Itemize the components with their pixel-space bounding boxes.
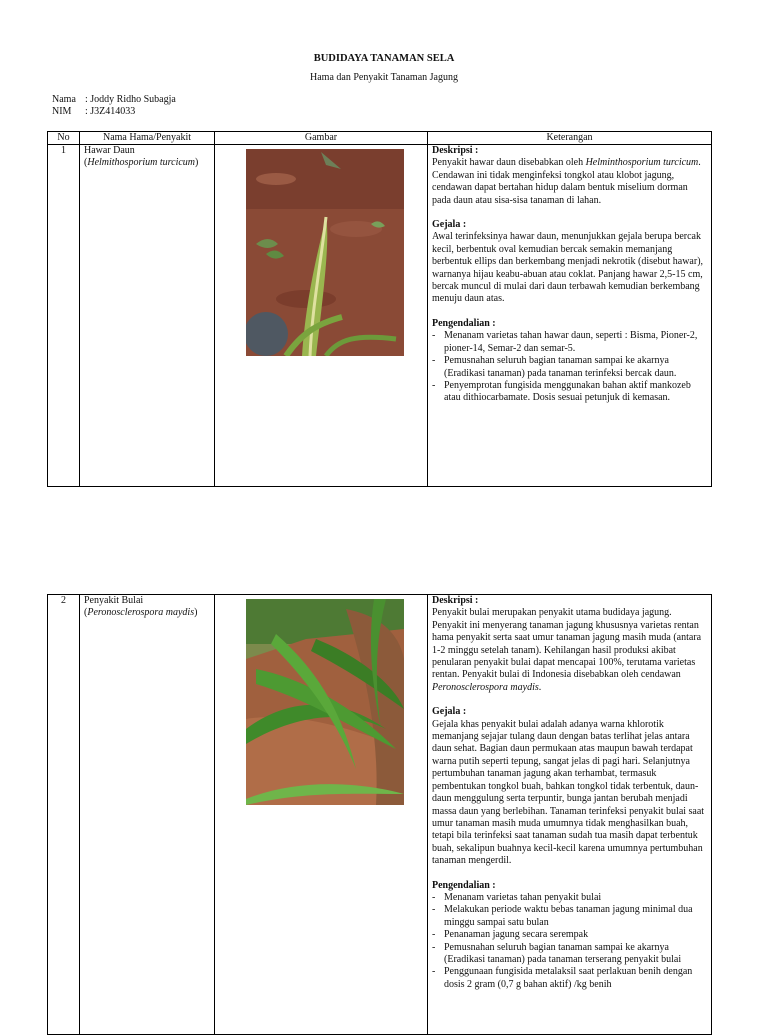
pest-name-cell xyxy=(80,595,215,1035)
gejala-heading: Gejala : xyxy=(432,706,467,718)
pest-name: Penyakit Bulai xyxy=(84,595,144,606)
student-info xyxy=(52,94,176,119)
disease-table-2 xyxy=(47,594,712,1035)
page-title: BUDIDAYA TANAMAN SELA xyxy=(313,53,455,64)
deskripsi-heading: Deskripsi : xyxy=(432,595,479,606)
gejala-text: Awal terinfeksinya hawar daun, menunjukkan gejala berupa bercak kecil, berbentuk oval kemudian bercak semakin memanjang berbentuk ellips dan berkembang menjadi nekrotik (disebut hawar), warnanya hijau keabu-abuan atau coklat. Panjang hawar 2,5-15 cm, bercak muncul di mulai dari daun terbawah kemudian berkembang menuju daun atas. xyxy=(432,231,704,305)
header-ket: Keterangan xyxy=(428,132,712,145)
deskripsi-text: Penyakit hawar daun disebabkan oleh Helminthosporium turcicum. Cendawan ini tidak menginfeksi tongkol atau klobot jagung, cendawan dapat bertahan hidup dalam bentuk miselium dorman pada daun atau sisa-sisa tanaman di lahan. xyxy=(432,157,701,206)
deskripsi-heading: Deskripsi : xyxy=(432,145,479,156)
list-item: - Penyemprotan fungisida menggunakan bahan aktif mankozeb atau dithiocarbamate. Dosis sesuai petunjuk di kemasan. xyxy=(432,380,707,405)
table-header-row xyxy=(48,132,712,145)
nim-label: NIM xyxy=(52,106,72,118)
gejala-text: Gejala khas penyakit bulai adalah adanya warna khlorotik memanjang sejajar tulang daun dengan batas terlihat jelas antara daun sehat. Bagian daun permukaan atas maupun bawah terdapat warna putih seperti tepung, sangat jelas di pagi hari. Selanjutnya pertumbuhan tanaman jagung akan terhambat, termasuk pembentukan tongkol buah, bahkan tongkol tidak terbentuk, daun-daun menggulung serta terpuntir, bunga jantan berubah menjadi massa daun yang berlebihan. Tanaman terinfeksi penyakit bulai saat umur tanaman masih muda umumnya tidak menghasilkan buah, tetapi bila terinfeksi saat tanaman sudah tua masih dapat terbentuk buah, sekalipun buahnya kecil-kecil karena umumnya pertumbuhan tanaman mengerdil. xyxy=(432,718,705,867)
pest-name: Hawar Daun xyxy=(84,145,135,156)
pest-scientific-name: (Peronosclerospora maydis) xyxy=(84,607,198,619)
nim-value: : J3Z414033 xyxy=(85,106,136,118)
name-value: : Joddy Ridho Subagja xyxy=(85,94,176,105)
downy-mildew-photo xyxy=(246,599,404,805)
description-cell xyxy=(428,595,712,1035)
pengendalian-heading: Pengendalian : xyxy=(432,879,496,891)
header-no: No xyxy=(48,132,80,145)
header-image: Gambar xyxy=(215,132,428,145)
list-item: - Penggunaan fungisida metalaksil saat perlakuan benih dengan dosis 2 gram (0,7 g bahan aktif) /kg benih xyxy=(432,966,707,991)
pengendalian-heading: Pengendalian : xyxy=(432,317,496,329)
image-cell xyxy=(215,595,428,1035)
disease-table-1 xyxy=(47,131,712,487)
description-cell xyxy=(428,145,712,487)
list-item: - Penanaman jagung secara serempak xyxy=(432,929,707,941)
row-number: 1 xyxy=(48,145,80,487)
table-row xyxy=(48,595,712,1035)
nim-row xyxy=(52,106,176,118)
name-label: Nama xyxy=(52,94,76,105)
list-item: - Menanam varietas tahan hawar daun, seperti : Bisma, Pioner-2, pioner-14, Semar-2 dan semar-5. xyxy=(432,330,707,355)
list-item: - Pemusnahan seluruh bagian tanaman sampai ke akarnya (Eradikasi tanaman) pada tanaman terinfeksi bercak daun. xyxy=(432,355,707,380)
header-name: Nama Hama/Penyakit xyxy=(80,132,215,145)
pengendalian-list xyxy=(432,892,707,991)
list-item: - Melakukan periode waktu bebas tanaman jagung minimal dua minggu sampai satu bulan xyxy=(432,904,707,929)
list-item: - Pemusnahan seluruh bagian tanaman sampai ke akarnya (Eradikasi tanaman) pada tanaman terserang penyakit bulai xyxy=(432,942,707,967)
pest-scientific-name: (Helmithosporium turcicum) xyxy=(84,157,199,169)
name-row xyxy=(52,94,176,106)
page-subtitle: Hama dan Penyakit Tanaman Jagung xyxy=(310,72,458,83)
pest-name-cell xyxy=(80,145,215,487)
table-row xyxy=(48,145,712,487)
deskripsi-text: Penyakit bulai merupakan penyakit utama budidaya jagung. Penyakit ini menyerang tanaman jagung khususnya varietas rentan hama penyakit serta saat umur tanaman jagung masih muda (antara 1-2 minggu setelah tanam). Kehilangan hasil produksi akibat penularan penyakit bulai dapat mencapai 100%, terutama varietas rentan. Penyakit bulai di Indonesia disebabkan oleh cendawan Peronosclerospora maydis. xyxy=(432,607,702,693)
gejala-heading: Gejala : xyxy=(432,219,467,231)
list-item: - Menanam varietas tahan penyakit bulai xyxy=(432,892,707,904)
image-cell xyxy=(215,145,428,487)
row-number: 2 xyxy=(48,595,80,1035)
leaf-blight-photo xyxy=(246,149,404,356)
pengendalian-list xyxy=(432,330,707,404)
